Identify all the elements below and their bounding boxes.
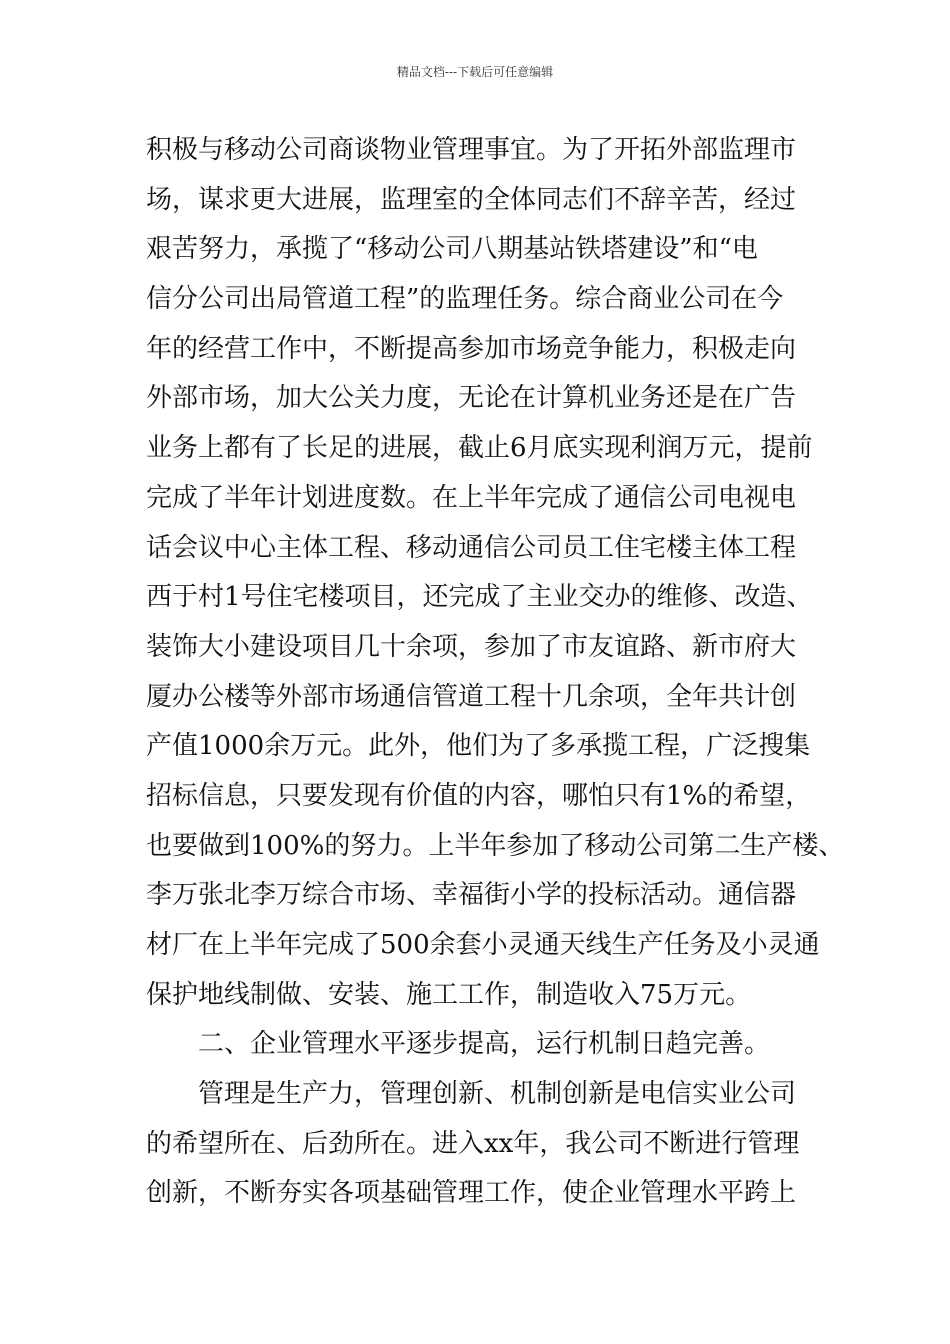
- text-line: 西于村1号住宅楼项目，还完成了主业交办的维修、改造、: [146, 582, 813, 613]
- text-line: 保护地线制做、安装、施工工作，制造收入75万元。: [146, 979, 752, 1010]
- text-line: 艰苦努力，承揽了“移动公司八期基站铁塔建设”和“电: [146, 234, 758, 265]
- text-line: 外部市场，加大公关力度，无论在计算机业务还是在广告: [146, 383, 797, 414]
- text-line: 积极与移动公司商谈物业管理事宜。为了开拓外部监理市: [146, 135, 797, 165]
- text-line: 李万张北李万综合市场、幸福街小学的投标活动。通信器: [146, 880, 797, 911]
- text-line: 场，谋求更大进展，监理室的全体同志们不辞辛苦，经过: [146, 184, 797, 215]
- paragraph-first-line: 管理是生产力，管理创新、机制创新是电信实业公司: [198, 1079, 797, 1110]
- text-line: 话会议中心主体工程、移动通信公司员工住宅楼主体工程: [146, 532, 797, 563]
- text-line: 完成了半年计划进度数。在上半年完成了通信公司电视电: [146, 482, 797, 513]
- text-line: 业务上都有了长足的进展，截止6月底实现利润万元，提前: [146, 433, 813, 464]
- document-body: [146, 126, 845, 1219]
- text-line: 的希望所在、后劲所在。进入xx年，我公司不断进行管理: [146, 1128, 800, 1159]
- text-line: 招标信息，只要发现有价值的内容，哪怕只有1%的希望，: [146, 780, 812, 811]
- text-line: 年的经营工作中，不断提高参加市场竞争能力，积极走向: [146, 333, 797, 364]
- section-heading: 二、企业管理水平逐步提高，运行机制日趋完善。: [198, 1029, 771, 1060]
- text-line: 厦办公楼等外部市场通信管道工程十几余项，全年共计创: [146, 681, 797, 712]
- text-line: 装饰大小建设项目几十余项，参加了市友谊路、新市府大: [146, 631, 797, 662]
- page-header: 精品文档---下载后可任意编辑: [396, 65, 554, 79]
- text-line: 也要做到100%的努力。上半年参加了移动公司第二生产楼、: [146, 830, 845, 861]
- text-line: 创新，不断夯实各项基础管理工作，使企业管理水平跨上: [146, 1178, 797, 1209]
- text-line: 产值1000余万元。此外，他们为了多承揽工程，广泛搜集: [146, 731, 811, 762]
- text-line: 材厂在上半年完成了500余套小灵通天线生产任务及小灵通: [146, 930, 820, 960]
- text-line: 信分公司出局管道工程”的监理任务。综合商业公司在今: [146, 284, 784, 315]
